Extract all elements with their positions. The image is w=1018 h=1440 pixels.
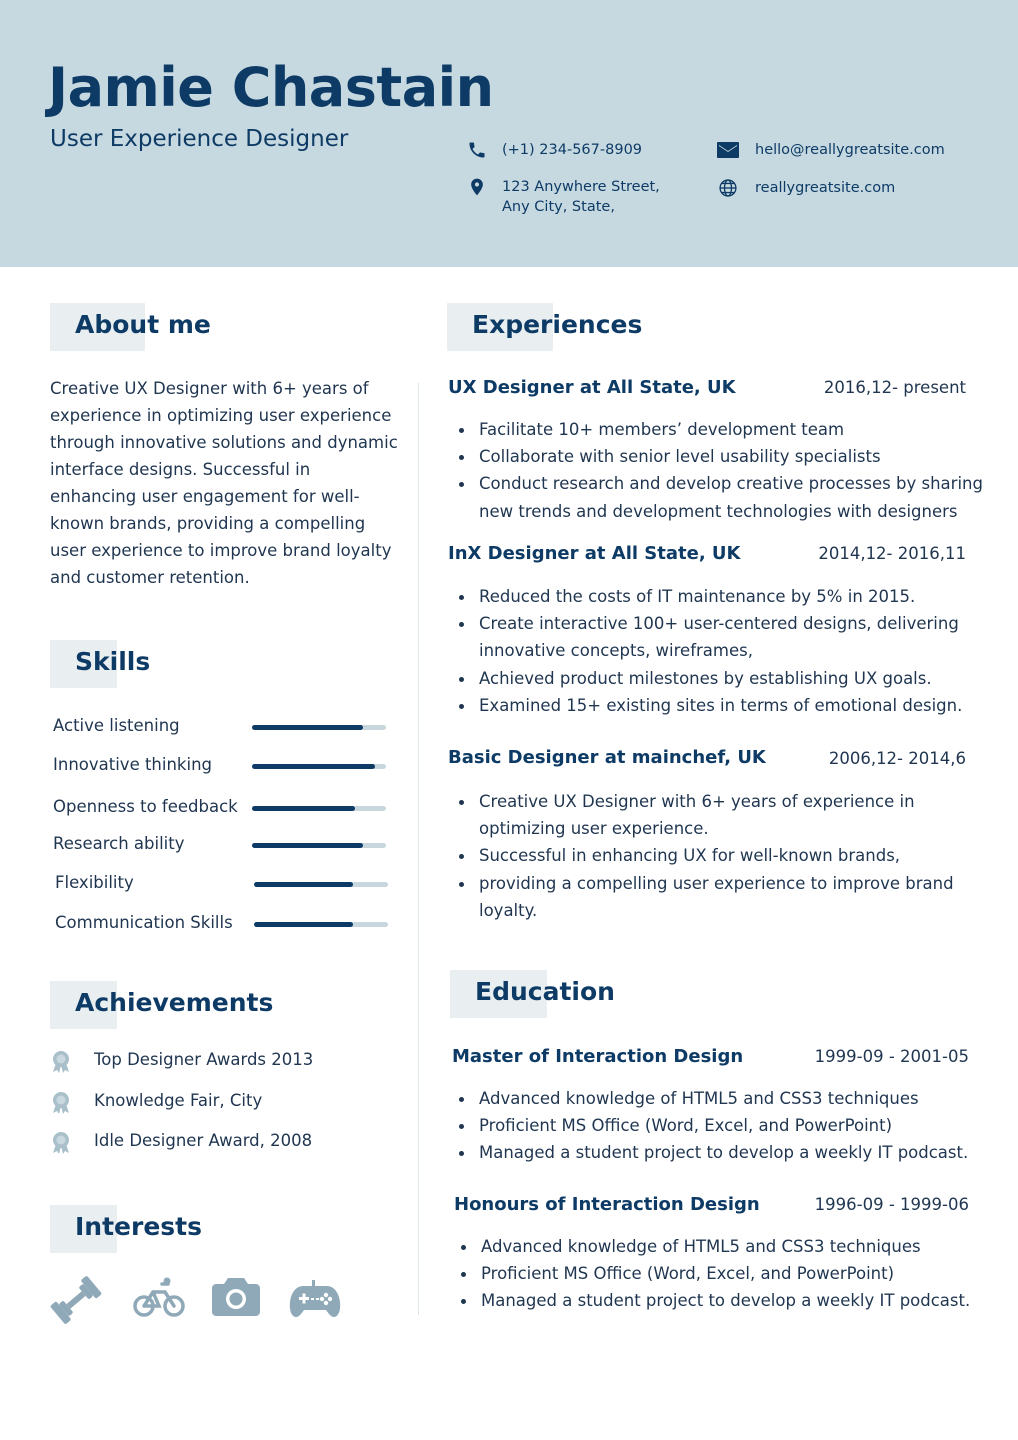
bullet-item: Advanced knowledge of HTML5 and CSS3 techniques (481, 1233, 1018, 1260)
skill-row (53, 716, 388, 738)
job-title: UX Designer at All State, UK (448, 377, 736, 398)
skill-level-fill (254, 882, 353, 887)
award-ribbon-icon (50, 1131, 72, 1155)
globe-icon (718, 178, 738, 198)
achievement-text: Top Designer Awards 2013 (94, 1050, 314, 1069)
skill-level-fill (252, 806, 355, 811)
skills-heading-text: Skills (75, 647, 151, 676)
skill-row (53, 834, 388, 856)
skill-level-fill (254, 922, 353, 927)
about-text: Creative UX Designer with 6+ years of experience in optimizing user experience through innovative solutions and dynamic interface designs. Successful in enhancing user engagement for well-known brands, providing a compelling user experience to improve brand loyalty and customer retention. (50, 379, 398, 587)
bullet-item: Examined 15+ existing sites in terms of emotional design. (479, 692, 979, 719)
bicycle-icon (133, 1274, 185, 1320)
skill-level-bar (254, 882, 388, 887)
phone-icon (467, 140, 487, 160)
education-date: 1996-09 - 1999-06 (814, 1195, 969, 1214)
job-date: 2016,12- present (823, 378, 966, 397)
skill-row (55, 873, 390, 895)
bullet-item: Conduct research and develop creative processes by sharing new trends and development technologies with designers (479, 470, 1009, 524)
skill-level-fill (252, 764, 375, 769)
achievements-heading-text: Achievements (75, 988, 274, 1017)
skill-row (53, 797, 388, 819)
skill-level-bar (252, 806, 386, 811)
education-bullets (448, 1085, 1018, 1167)
skill-level-bar (252, 843, 386, 848)
job-title: Basic Designer at mainchef, UK (448, 747, 766, 768)
bullet-item: Create interactive 100+ user-centered designs, delivering innovative concepts, wireframes, (479, 610, 979, 664)
education-heading-text: Education (475, 977, 615, 1006)
bullet-item: Proficient MS Office (Word, Excel, and PowerPoint) (479, 1112, 1018, 1139)
skill-row (55, 913, 390, 935)
education-date: 1999-09 - 2001-05 (814, 1047, 969, 1066)
skill-level-bar (252, 764, 386, 769)
candidate-title: User Experience Designer (50, 126, 349, 152)
skill-label: Communication Skills (55, 913, 233, 932)
skill-level-bar (254, 922, 388, 927)
skill-label: Flexibility (55, 873, 134, 892)
bullet-item: Collaborate with senior level usability specialists (479, 443, 1009, 470)
phone-text[interactable]: (+1) 234-567-8909 (502, 142, 643, 158)
bullet-item: Proficient MS Office (Word, Excel, and PowerPoint) (481, 1260, 1018, 1287)
skill-level-fill (252, 725, 363, 730)
bullet-item: Creative UX Designer with 6+ years of experience in optimizing user experience. (479, 788, 959, 842)
job-date: 2014,12- 2016,11 (818, 544, 966, 563)
about-heading-text: About me (75, 310, 211, 339)
education-title: Honours of Interaction Design (454, 1194, 760, 1215)
skill-label: Openness to feedback (53, 797, 238, 816)
skill-level-bar (252, 725, 386, 730)
bullet-item: Reduced the costs of IT maintenance by 5% in 2015. (479, 583, 979, 610)
email-text[interactable]: hello@reallygreatsite.com (755, 142, 945, 158)
camera-icon (212, 1276, 260, 1316)
job-title: InX Designer at All State, UK (448, 543, 741, 564)
skill-level-fill (252, 843, 363, 848)
education-title: Master of Interaction Design (452, 1046, 744, 1067)
dumbbell-icon (48, 1274, 104, 1326)
bullet-item: providing a compelling user experience to improve brand loyalty. (479, 870, 959, 924)
column-divider (418, 383, 419, 1315)
job-bullets (448, 583, 979, 719)
bullet-item: Advanced knowledge of HTML5 and CSS3 techniques (479, 1085, 1018, 1112)
skill-label: Active listening (53, 716, 180, 735)
bullet-item: Facilitate 10+ members’ development team (479, 416, 1009, 443)
award-ribbon-icon (50, 1050, 72, 1074)
website-text[interactable]: reallygreatsite.com (755, 180, 896, 196)
bullet-item: Achieved product milestones by establishing UX goals. (479, 665, 979, 692)
bullet-item: Managed a student project to develop a weekly IT podcast. (481, 1287, 1018, 1314)
education-bullets (450, 1233, 1018, 1315)
bullet-item: Managed a student project to develop a weekly IT podcast. (479, 1139, 1018, 1166)
job-date: 2006,12- 2014,6 (828, 749, 966, 768)
gamepad-icon (289, 1280, 341, 1320)
job-bullets (448, 416, 1009, 525)
skill-label: Innovative thinking (53, 755, 213, 774)
candidate-name: Jamie Chastain (48, 56, 494, 119)
bullet-item: Successful in enhancing UX for well-known brands, (479, 842, 959, 869)
experiences-heading-text: Experiences (472, 310, 643, 339)
interests-heading-text: Interests (75, 1212, 203, 1241)
achievement-text: Idle Designer Award, 2008 (94, 1131, 313, 1150)
award-ribbon-icon (50, 1091, 72, 1115)
location-pin-icon (467, 177, 487, 197)
skill-label: Research ability (53, 834, 185, 853)
achievement-text: Knowledge Fair, City (94, 1091, 263, 1110)
mail-icon (716, 140, 740, 160)
job-bullets (448, 788, 959, 924)
skill-row (53, 755, 388, 777)
address-text: 123 Anywhere Street, Any City, State, (502, 179, 660, 215)
